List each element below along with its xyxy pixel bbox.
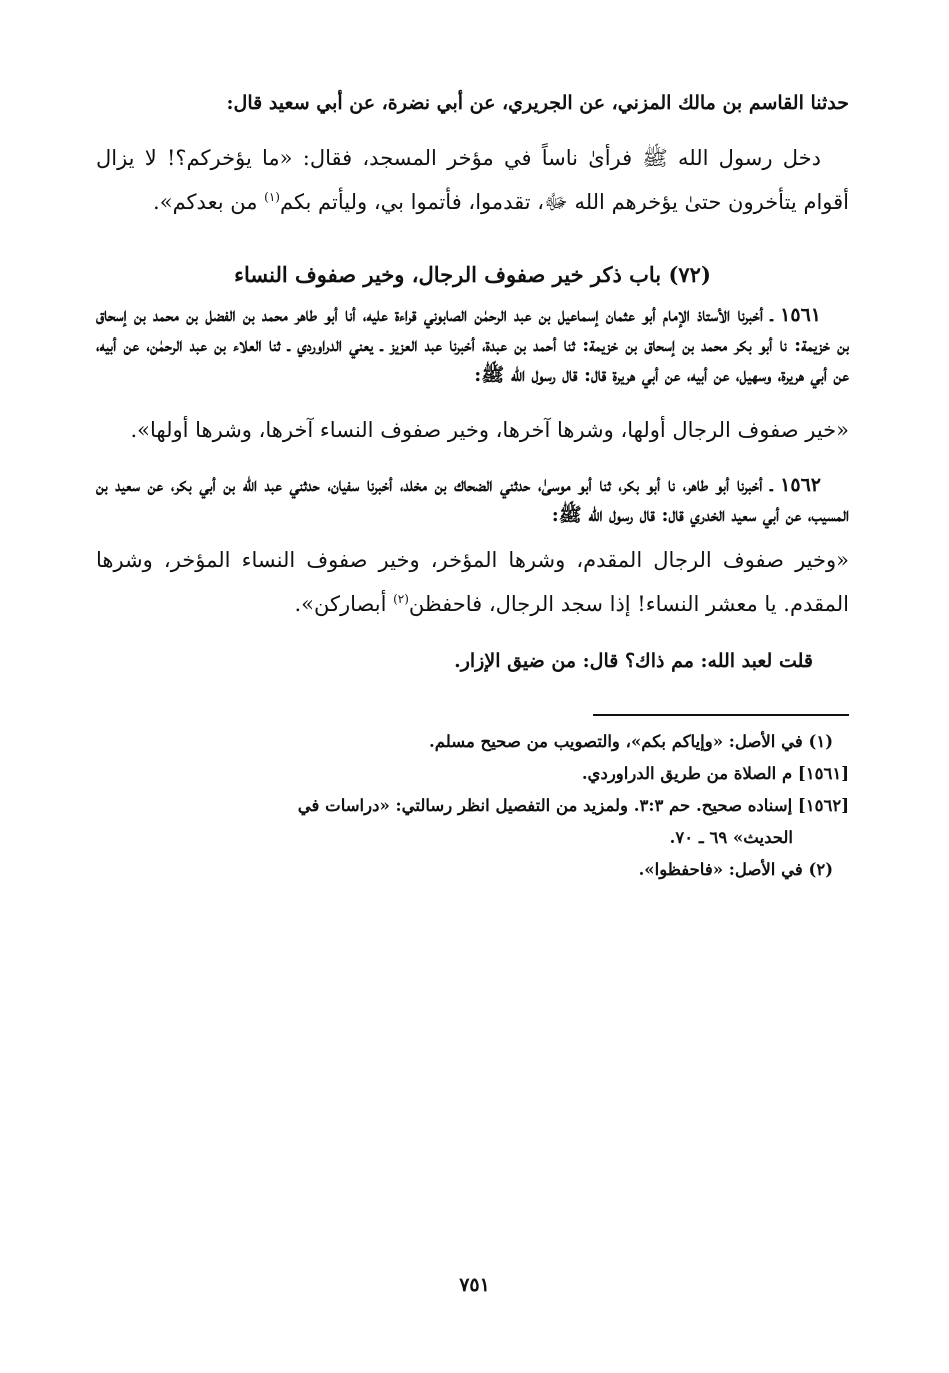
footnote-marker-2[interactable]: (٢)	[393, 592, 409, 606]
hadith-text-end: من بعدكم».	[153, 190, 265, 214]
footnote-divider	[593, 714, 849, 716]
hadith-text-1562-start: «وخير صفوف الرجال المقدم، وشرها المؤخر، وخير صفوف النساء المؤخر، وشرها المقدم. يا معشر النساء! إذا سجد الرجال، فاحفظن	[96, 548, 849, 616]
footnote-1562-continuation: الحديث» ٦٩ ـ ٧٠.	[669, 828, 793, 847]
footnote-1562: [١٥٦٢] إسناده صحيح. حم ٣:٣. ولمزيد من التفصيل انظر رسالتي: «دراسات في	[297, 796, 849, 815]
narrator-note: قلت لعبد الله: مم ذاك؟ قال: من ضيق الإزار.	[454, 650, 813, 672]
isnad-1562: ١٥٦٢ ـ أخبرنا أبو طاهر، نا أبو بكر، ثنا أبو موسىٰ، حدثني الضحاك بن مخلد، أخبرنا سفيان، حدثني عبد الله بن أبي بكر، عن سعيد بن المسيب، عن أبي سعيد الخدري قال: قال رسول الله ﷺ:	[96, 474, 849, 526]
footnote-1561: [١٥٦١] م الصلاة من طريق الدراوردي.	[581, 764, 849, 783]
page-number: ٧٥١	[459, 1274, 490, 1296]
chapter-heading: (٧٢) باب ذكر خير صفوف الرجال، وخير صفوف النساء	[234, 262, 711, 287]
hadith-text-top	[96, 136, 849, 224]
hadith-text-1561: «خير صفوف الرجال أولها، وشرها آخرها، وخير صفوف النساء آخرها، وشرها أولها».	[130, 418, 849, 442]
footnotes	[96, 726, 849, 886]
footnote-1: (١) في الأصل: «وإياكم بكم»، والتصويب من صحيح مسلم.	[429, 732, 833, 751]
footnote-2: (٢) في الأصل: «فاحفظوا».	[638, 860, 833, 879]
hadith-text-1562-end: أبصاركن».	[294, 592, 394, 616]
isnad-top: حدثنا القاسم بن مالك المزني، عن الجريري، عن أبي نضرة، عن أبي سعيد قال:	[226, 92, 849, 114]
isnad-1561: ١٥٦١ ـ أخبرنا الأستاذ الإمام أبو عثمان إسماعيل بن عبد الرحمٰن الصابوني قراءة عليه، أنا أبو طاهر محمد بن الفضل بن محمد بن إسحاق بن خزيمة: نا أبو بكر محمد بن إسحاق بن خزيمة: ثنا أحمد بن عبدة، أخبرنا عبد العزيز ـ يعني الدراوردي ـ ثنا العلاء بن عبد الرحمٰن، عن أبيه، عن أبي هريرة، وسهيل، عن أبيه، عن أبي هريرة قال: قال رسول الله ﷺ:	[96, 304, 849, 386]
footnote-marker-1[interactable]: (١)	[264, 190, 280, 204]
hadith-text-1562	[96, 538, 849, 626]
hadith-text-main: دخل رسول الله ﷺ فرأىٰ ناساً في مؤخر المسجد، فقال: «ما يؤخركم؟! لا يزال أقوام يتأخرون حتىٰ يؤخرهم الله ﷻ، تقدموا، فأتموا بي، وليأتم بكم	[96, 146, 849, 214]
